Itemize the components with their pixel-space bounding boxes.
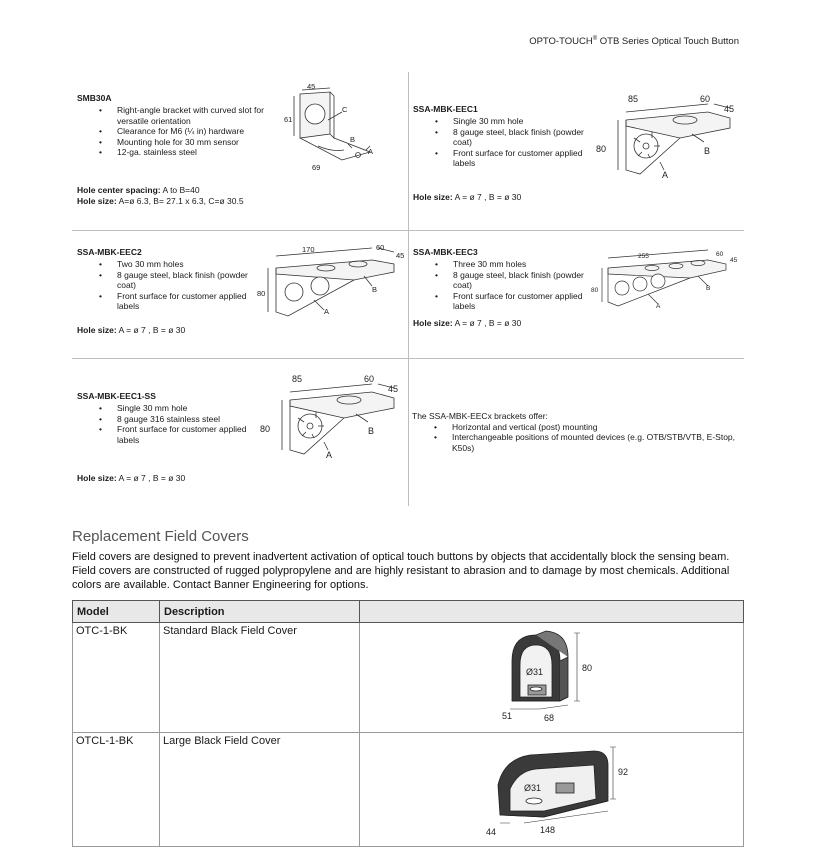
svg-text:B: B: [368, 426, 375, 436]
svg-text:148: 148: [540, 825, 556, 835]
svg-text:45: 45: [396, 251, 405, 260]
svg-text:Ø31: Ø31: [526, 667, 544, 677]
list-item: • Three 30 mm holes: [413, 259, 603, 270]
eec1-drawing: [590, 90, 740, 186]
table-header-row: [73, 601, 744, 623]
cell-model: OTCL-1-BK: [73, 733, 160, 847]
list-item: • 8 gauge steel, black finish (powder coat): [413, 270, 603, 291]
list-item: • Horizontal and vertical (post) mounting: [412, 422, 742, 433]
list-item: • Front surface for customer applied labels: [413, 291, 603, 312]
eec2-cell: [77, 247, 267, 312]
svg-text:60: 60: [376, 243, 385, 252]
eec1ss-cell: [77, 391, 267, 445]
svg-text:45: 45: [730, 257, 738, 264]
svg-text:60: 60: [700, 94, 711, 104]
eec1-features: [413, 116, 603, 169]
eec3-cell: [413, 247, 603, 312]
eecx-offer: The SSA-MBK-EECx brackets offer: • Horizontal and vertical (post) mounting • Interchangeable positions of mounted devices (e.g. OTB/STB/VTB, E-Stop, K50s): [412, 411, 742, 453]
eec1-title: SSA-MBK-EEC1: [413, 104, 478, 114]
eec2-specs: Hole size: A = ø 7 , B = ø 30: [77, 325, 186, 335]
covers-description: Field covers are designed to prevent inadvertent activation of optical touch buttons by objects that accidentally block the sensing beam. Field covers are constructed of rugged polypropylene and are highly resistant to abrasion and to damage by most chemicals. Additional colors are available. Contact Banner Engineering for options.: [72, 551, 730, 591]
column-header-image: [360, 601, 744, 623]
list-item: • 8 gauge 316 stainless steel: [77, 414, 267, 425]
list-item: • Front surface for customer applied labels: [77, 291, 267, 312]
svg-text:60: 60: [716, 251, 724, 258]
grid-divider-row2: [72, 358, 744, 359]
svg-text:68: 68: [544, 713, 555, 723]
list-item: • Mounting hole for 30 mm sensor: [77, 137, 267, 148]
eec2-features: [77, 259, 267, 312]
svg-text:170: 170: [302, 245, 315, 254]
list-item: • 8 gauge steel, black finish (powder coat): [77, 270, 267, 291]
table-row: [73, 623, 744, 733]
eec1ss-title: SSA-MBK-EEC1-SS: [77, 391, 156, 401]
list-item: • 12-ga. stainless steel: [77, 147, 267, 158]
svg-text:A: A: [662, 170, 669, 180]
svg-text:A: A: [326, 450, 333, 460]
list-item: • Single 30 mm hole: [77, 403, 267, 414]
eecx-offer-list: [412, 422, 742, 454]
list-item: • Right-angle bracket with curved slot for versatile orientation: [77, 105, 267, 126]
svg-text:B: B: [704, 146, 711, 156]
svg-text:B: B: [372, 285, 378, 294]
svg-text:A: A: [324, 307, 330, 316]
svg-text:45: 45: [307, 82, 316, 91]
grid-divider-vertical: [408, 72, 409, 506]
eec3-title: SSA-MBK-EEC3: [413, 247, 478, 257]
table-row: [73, 733, 744, 847]
svg-text:45: 45: [388, 384, 399, 394]
svg-text:Ø31: Ø31: [524, 783, 542, 793]
smb30a-title: SMB30A: [77, 93, 112, 103]
svg-text:255: 255: [638, 253, 649, 260]
eec3-specs: Hole size: A = ø 7 , B = ø 30: [413, 318, 522, 328]
svg-text:A: A: [656, 303, 661, 310]
list-item: • 8 gauge steel, black finish (powder coat): [413, 127, 603, 148]
svg-text:61: 61: [284, 115, 293, 124]
cell-model: OTC-1-BK: [73, 623, 160, 733]
svg-text:80: 80: [596, 144, 607, 154]
eec2-title: SSA-MBK-EEC2: [77, 247, 142, 257]
svg-text:80: 80: [260, 424, 271, 434]
eec1ss-specs: Hole size: A = ø 7 , B = ø 30: [77, 473, 186, 483]
svg-text:80: 80: [257, 289, 266, 298]
grid-divider-row1: [72, 230, 744, 231]
cell-description: Standard Black Field Cover: [160, 623, 360, 733]
svg-text:44: 44: [486, 827, 497, 837]
eec1ss-features: [77, 403, 267, 445]
svg-text:60: 60: [364, 374, 375, 384]
svg-text:B: B: [350, 135, 356, 144]
list-item: • Single 30 mm hole: [413, 116, 603, 127]
svg-text:45: 45: [724, 104, 735, 114]
eec1-cell: [413, 104, 603, 169]
column-header-description: Description: [160, 601, 360, 623]
svg-text:C: C: [342, 105, 348, 114]
svg-text:51: 51: [502, 711, 513, 721]
cell-image: [360, 623, 744, 733]
otcl-1-bk-drawing: [484, 741, 644, 845]
page-header: OPTO-TOUCH® OTB Series Optical Touch Button: [529, 36, 739, 48]
list-item: • Two 30 mm holes: [77, 259, 267, 270]
otc-1-bk-drawing: [500, 627, 620, 727]
eec1-specs: Hole size: A = ø 7 , B = ø 30: [413, 192, 522, 202]
svg-text:B: B: [706, 285, 711, 292]
smb30a-drawing: [282, 82, 394, 174]
eec1ss-drawing: [254, 370, 408, 464]
svg-text:80: 80: [591, 287, 599, 294]
list-item: • Front surface for customer applied labels: [413, 148, 603, 169]
eec2-drawing: [254, 242, 408, 320]
field-covers-table: [72, 600, 744, 847]
svg-text:92: 92: [618, 767, 629, 777]
section-title: Replacement Field Covers: [72, 528, 249, 545]
cell-image: [360, 733, 744, 847]
column-header-model: Model: [73, 601, 160, 623]
eec3-features: [413, 259, 603, 312]
svg-text:85: 85: [292, 374, 303, 384]
list-item: • Interchangeable positions of mounted devices (e.g. OTB/STB/VTB, E-Stop, K50s): [412, 432, 742, 453]
cell-description: Large Black Field Cover: [160, 733, 360, 847]
svg-text:80: 80: [582, 663, 593, 673]
svg-text:85: 85: [628, 94, 639, 104]
smb30a-features: [77, 105, 267, 158]
eec3-drawing: [590, 248, 740, 312]
svg-text:A: A: [368, 147, 374, 156]
list-item: • Clearance for M6 (¼ in) hardware: [77, 126, 267, 137]
list-item: • Front surface for customer applied labels: [77, 424, 267, 445]
smb30a-specs: Hole center spacing: A to B=40 Hole size: A=ø 6.3, B= 27.1 x 6.3, C=ø 30.5: [77, 185, 244, 206]
svg-text:69: 69: [312, 163, 321, 172]
smb30a-cell: [77, 93, 267, 158]
